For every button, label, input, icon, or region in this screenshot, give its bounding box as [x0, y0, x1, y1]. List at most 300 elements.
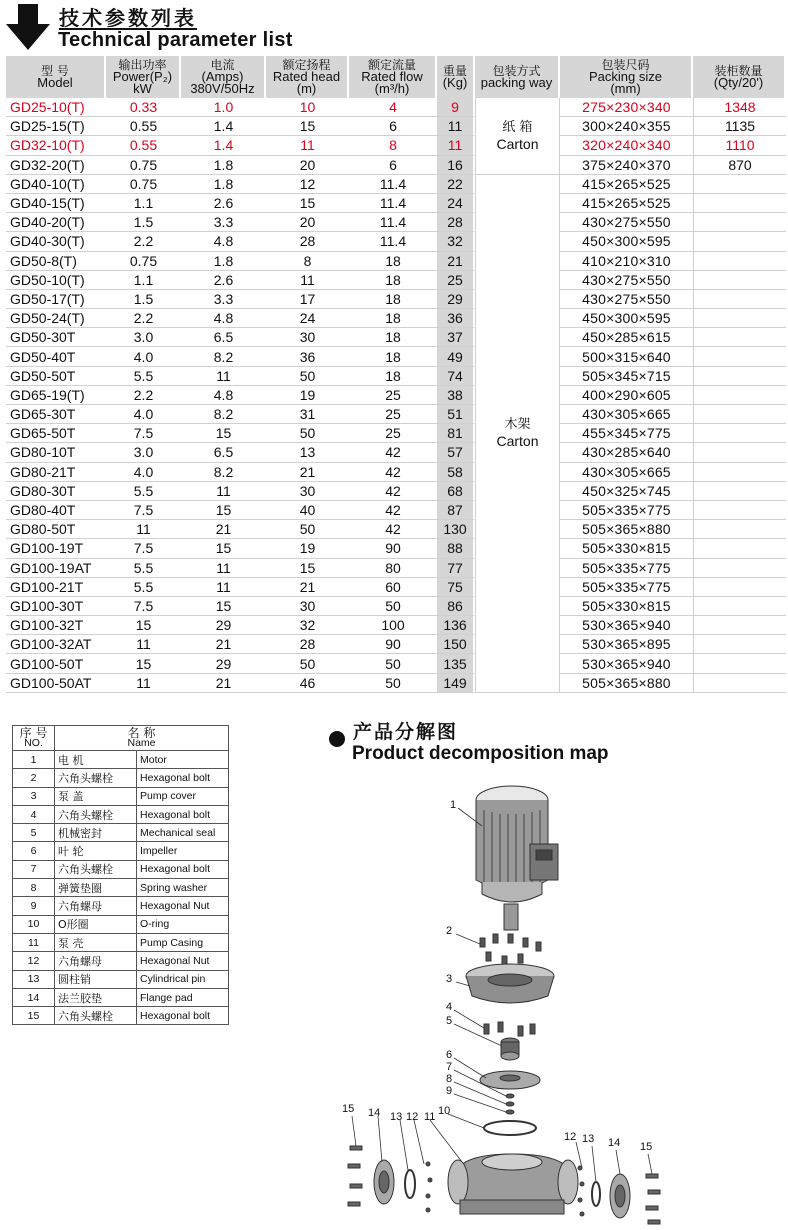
callout-7: 7 [446, 1061, 453, 1073]
flow-cell: 18 [349, 271, 437, 290]
current-cell: 1.8 [181, 175, 266, 194]
flow-cell: 25 [349, 386, 437, 405]
packing-way-cell [475, 175, 560, 693]
container-qty-cell [693, 328, 786, 347]
packing-size-cell: 530×365×940 [560, 654, 693, 673]
container-qty-cell: 870 [693, 156, 786, 175]
part-name-en: Pump cover [137, 787, 229, 805]
head-cell: 10 [266, 98, 349, 117]
flow-cell: 18 [349, 309, 437, 328]
flow-cell: 42 [349, 463, 437, 482]
container-qty-cell [693, 175, 786, 194]
container-qty-cell [693, 232, 786, 251]
parts-header-row [13, 726, 229, 751]
part-name-cn: 泵 盖 [55, 787, 137, 805]
table-header-row [6, 56, 786, 98]
table-row [6, 635, 786, 654]
packing-size-cell: 275×230×340 [560, 98, 693, 117]
power-cell: 1.1 [106, 271, 181, 290]
head-cell: 8 [266, 252, 349, 271]
current-cell: 4.8 [181, 386, 266, 405]
part-name-en: Cylindrical pin [137, 970, 229, 988]
part-name-en: Hexagonal bolt [137, 769, 229, 787]
part-name-en: Hexagonal Nut [137, 897, 229, 915]
head-cell: 11 [266, 271, 349, 290]
flow-cell: 6 [349, 117, 437, 136]
bolts-4-drawing [484, 1022, 535, 1036]
model-cell: GD50-24(T) [6, 309, 106, 328]
model-cell: GD40-15(T) [6, 194, 106, 213]
part-no: 4 [13, 805, 55, 823]
power-cell: 7.5 [106, 597, 181, 616]
callout-8: 8 [446, 1073, 453, 1085]
hexagonal-bolts-drawing [480, 934, 541, 965]
page-title-en: Technical parameter list [58, 29, 293, 51]
weight-cell: 25 [437, 271, 475, 290]
flow-cell: 11.4 [349, 194, 437, 213]
head-cell: 20 [266, 213, 349, 232]
head-cell: 11 [266, 136, 349, 155]
head-cell: 30 [266, 597, 349, 616]
container-qty-cell [693, 597, 786, 616]
power-cell: 4.0 [106, 347, 181, 366]
part-name-cn: 六角螺母 [55, 952, 137, 970]
header-power: 输出功率 Power(P₂) kW [106, 56, 181, 98]
packing-size-cell: 430×275×550 [560, 290, 693, 309]
power-cell: 5.5 [106, 482, 181, 501]
model-cell: GD80-10T [6, 443, 106, 462]
model-cell: GD65-50T [6, 424, 106, 443]
flow-cell: 25 [349, 405, 437, 424]
current-cell: 8.2 [181, 463, 266, 482]
current-cell: 11 [181, 559, 266, 578]
model-cell: GD100-30T [6, 597, 106, 616]
model-cell: GD40-10(T) [6, 175, 106, 194]
packing-way-cn: 木架 [504, 417, 531, 433]
part-name-en: Mechanical seal [137, 824, 229, 842]
model-cell: GD65-19(T) [6, 386, 106, 405]
table-row [6, 98, 786, 117]
table-row [6, 117, 786, 136]
current-cell: 2.6 [181, 271, 266, 290]
table-row [6, 367, 786, 386]
power-cell: 0.55 [106, 136, 181, 155]
container-qty-cell [693, 290, 786, 309]
current-cell: 1.4 [181, 136, 266, 155]
model-cell: GD100-21T [6, 578, 106, 597]
callout-15-right: 15 [640, 1141, 653, 1153]
current-cell: 11 [181, 578, 266, 597]
weight-cell: 86 [437, 597, 475, 616]
current-cell: 21 [181, 635, 266, 654]
current-cell: 21 [181, 674, 266, 693]
model-cell: GD25-10(T) [6, 98, 106, 117]
callout-5: 5 [446, 1015, 453, 1027]
callout-12-right: 12 [564, 1131, 577, 1143]
callout-2: 2 [446, 925, 453, 937]
weight-cell: 37 [437, 328, 475, 347]
table-row [6, 482, 786, 501]
head-cell: 15 [266, 117, 349, 136]
part-name-en: Motor [137, 751, 229, 769]
container-qty-cell [693, 271, 786, 290]
container-qty-cell [693, 559, 786, 578]
packing-size-cell: 415×265×525 [560, 194, 693, 213]
container-qty-cell [693, 386, 786, 405]
table-row [6, 654, 786, 673]
current-cell: 21 [181, 520, 266, 539]
weight-cell: 149 [437, 674, 475, 693]
flow-cell: 90 [349, 635, 437, 654]
head-cell: 50 [266, 367, 349, 386]
model-cell: GD100-50T [6, 654, 106, 673]
model-cell: GD65-30T [6, 405, 106, 424]
parts-row [13, 769, 229, 787]
model-cell: GD40-20(T) [6, 213, 106, 232]
power-cell: 2.2 [106, 232, 181, 251]
part-no: 6 [13, 842, 55, 860]
parts-row [13, 860, 229, 878]
weight-cell: 32 [437, 232, 475, 251]
model-cell: GD100-19AT [6, 559, 106, 578]
power-cell: 15 [106, 616, 181, 635]
packing-size-cell: 300×240×355 [560, 117, 693, 136]
part-name-cn: 六角头螺栓 [55, 1007, 137, 1025]
packing-size-cell: 415×265×525 [560, 175, 693, 194]
flow-cell: 18 [349, 328, 437, 347]
packing-size-cell: 430×305×665 [560, 405, 693, 424]
packing-size-cell: 505×345×715 [560, 367, 693, 386]
head-cell: 28 [266, 635, 349, 654]
packing-size-cell: 450×300×595 [560, 309, 693, 328]
container-qty-cell [693, 635, 786, 654]
part-name-cn: 六角螺母 [55, 897, 137, 915]
model-cell: GD100-32T [6, 616, 106, 635]
flow-cell: 8 [349, 136, 437, 155]
flow-cell: 25 [349, 424, 437, 443]
callout-14-right: 14 [608, 1137, 621, 1149]
head-cell: 50 [266, 520, 349, 539]
flow-cell: 18 [349, 252, 437, 271]
packing-size-cell: 410×210×310 [560, 252, 693, 271]
model-cell: GD50-17(T) [6, 290, 106, 309]
technical-parameter-table [6, 56, 786, 693]
head-cell: 46 [266, 674, 349, 693]
head-cell: 24 [266, 309, 349, 328]
part-no: 10 [13, 915, 55, 933]
packing-size-cell: 505×330×815 [560, 597, 693, 616]
model-cell: GD50-30T [6, 328, 106, 347]
part-no: 2 [13, 769, 55, 787]
weight-cell: 22 [437, 175, 475, 194]
part-name-cn: 法兰胶垫 [55, 988, 137, 1006]
parts-row [13, 751, 229, 769]
parts-row [13, 952, 229, 970]
table-row [6, 309, 786, 328]
flow-cell: 11.4 [349, 213, 437, 232]
power-cell: 5.5 [106, 578, 181, 597]
flow-cell: 11.4 [349, 232, 437, 251]
weight-cell: 11 [437, 117, 475, 136]
model-cell: GD50-10(T) [6, 271, 106, 290]
callout-9: 9 [446, 1085, 453, 1097]
flow-cell: 80 [349, 559, 437, 578]
current-cell: 15 [181, 597, 266, 616]
current-cell: 2.6 [181, 194, 266, 213]
callout-3: 3 [446, 973, 453, 985]
part-name-cn: 叶 轮 [55, 842, 137, 860]
container-qty-cell [693, 674, 786, 693]
packing-size-cell: 400×290×605 [560, 386, 693, 405]
packing-size-cell: 530×365×940 [560, 616, 693, 635]
table-row [6, 463, 786, 482]
power-cell: 0.75 [106, 252, 181, 271]
current-cell: 8.2 [181, 347, 266, 366]
weight-cell: 24 [437, 194, 475, 213]
power-cell: 11 [106, 520, 181, 539]
part-no: 1 [13, 751, 55, 769]
current-cell: 8.2 [181, 405, 266, 424]
part-name-en: Pump Casing [137, 933, 229, 951]
callout-14-left: 14 [368, 1107, 381, 1119]
model-cell: GD80-40T [6, 501, 106, 520]
head-cell: 36 [266, 347, 349, 366]
table-row [6, 175, 786, 194]
packing-size-cell: 505×335×775 [560, 578, 693, 597]
current-cell: 11 [181, 367, 266, 386]
model-cell: GD50-8(T) [6, 252, 106, 271]
table-row [6, 405, 786, 424]
callout-15-left: 15 [342, 1103, 355, 1115]
packing-way-en: Carton [496, 433, 539, 450]
flow-cell: 42 [349, 482, 437, 501]
weight-cell: 49 [437, 347, 475, 366]
table-row [6, 156, 786, 175]
model-cell: GD80-50T [6, 520, 106, 539]
current-cell: 15 [181, 539, 266, 558]
header-flow: 额定流量 Rated flow (m³/h) [349, 56, 437, 98]
callout-4: 4 [446, 1001, 453, 1013]
model-cell: GD50-40T [6, 347, 106, 366]
part-name-en: Hexagonal bolt [137, 1007, 229, 1025]
packing-size-cell: 320×240×340 [560, 136, 693, 155]
model-cell: GD100-19T [6, 539, 106, 558]
container-qty-cell [693, 482, 786, 501]
header-packing-size: 包装尺码 Packing size (mm) [560, 56, 693, 98]
packing-size-cell: 505×335×775 [560, 559, 693, 578]
pump-casing-drawing [448, 1154, 578, 1214]
packing-size-cell: 450×285×615 [560, 328, 693, 347]
part-name-cn: O形圈 [55, 915, 137, 933]
power-cell: 2.2 [106, 309, 181, 328]
container-qty-cell [693, 367, 786, 386]
parts-row [13, 933, 229, 951]
weight-cell: 11 [437, 136, 475, 155]
container-qty-cell: 1110 [693, 136, 786, 155]
part-no: 14 [13, 988, 55, 1006]
weight-cell: 21 [437, 252, 475, 271]
flow-cell: 60 [349, 578, 437, 597]
flow-cell: 50 [349, 654, 437, 673]
power-cell: 11 [106, 674, 181, 693]
packing-size-cell: 455×345×775 [560, 424, 693, 443]
container-qty-cell [693, 309, 786, 328]
packing-size-cell: 505×330×815 [560, 539, 693, 558]
part-name-cn: 电 机 [55, 751, 137, 769]
packing-way-cn: 纸 箱 [502, 119, 533, 135]
part-name-en: Hexagonal Nut [137, 952, 229, 970]
packing-size-cell: 450×300×595 [560, 232, 693, 251]
weight-cell: 87 [437, 501, 475, 520]
right-flange-group [578, 1166, 660, 1224]
current-cell: 29 [181, 654, 266, 673]
weight-cell: 36 [437, 309, 475, 328]
power-cell: 0.75 [106, 156, 181, 175]
parts-row [13, 970, 229, 988]
part-no: 3 [13, 787, 55, 805]
packing-way-cell [475, 98, 560, 175]
parts-row [13, 1007, 229, 1025]
part-no: 7 [13, 860, 55, 878]
head-cell: 50 [266, 424, 349, 443]
head-cell: 32 [266, 616, 349, 635]
current-cell: 3.3 [181, 213, 266, 232]
power-cell: 4.0 [106, 463, 181, 482]
page-title-cn: 技术参数列表 [59, 6, 197, 30]
container-qty-cell [693, 194, 786, 213]
packing-size-cell: 505×335×775 [560, 501, 693, 520]
head-cell: 15 [266, 559, 349, 578]
part-no: 11 [13, 933, 55, 951]
part-name-cn: 六角头螺栓 [55, 769, 137, 787]
power-cell: 7.5 [106, 424, 181, 443]
parts-list-table [12, 725, 229, 1025]
power-cell: 0.33 [106, 98, 181, 117]
packing-size-cell: 505×365×880 [560, 674, 693, 693]
table-row [6, 578, 786, 597]
current-cell: 1.4 [181, 117, 266, 136]
part-name-cn: 六角头螺栓 [55, 805, 137, 823]
current-cell: 15 [181, 501, 266, 520]
container-qty-cell [693, 443, 786, 462]
model-cell: GD80-30T [6, 482, 106, 501]
part-no: 9 [13, 897, 55, 915]
packing-way-en: Carton [496, 135, 539, 152]
power-cell: 0.75 [106, 175, 181, 194]
parts-row [13, 787, 229, 805]
power-cell: 7.5 [106, 539, 181, 558]
container-qty-cell [693, 347, 786, 366]
callout-1: 1 [450, 799, 457, 811]
header-current: 电流 (Amps) 380V/50Hz [181, 56, 266, 98]
callout-13-right: 13 [582, 1133, 595, 1145]
flow-cell: 100 [349, 616, 437, 635]
flow-cell: 11.4 [349, 175, 437, 194]
model-cell: GD100-50AT [6, 674, 106, 693]
flow-cell: 4 [349, 98, 437, 117]
part-name-en: Flange pad [137, 988, 229, 1006]
callout-10: 10 [438, 1105, 451, 1117]
current-cell: 1.0 [181, 98, 266, 117]
current-cell: 1.8 [181, 156, 266, 175]
flow-cell: 50 [349, 674, 437, 693]
parts-row [13, 897, 229, 915]
table-row [6, 271, 786, 290]
part-name-cn: 六角头螺栓 [55, 860, 137, 878]
part-name-cn: 弹簧垫圈 [55, 879, 137, 897]
packing-size-cell: 530×365×895 [560, 635, 693, 654]
current-cell: 4.8 [181, 309, 266, 328]
header-container-qty: 装柜数量 (Qty/20') [693, 56, 786, 98]
parts-row [13, 842, 229, 860]
motor-drawing [476, 786, 558, 930]
head-cell: 28 [266, 232, 349, 251]
weight-cell: 88 [437, 539, 475, 558]
pump-cover-drawing [466, 964, 554, 1003]
part-no: 12 [13, 952, 55, 970]
packing-size-cell: 505×365×880 [560, 520, 693, 539]
part-name-en: Hexagonal bolt [137, 860, 229, 878]
decomposition-title-cn: 产品分解图 [353, 721, 459, 743]
parts-row [13, 805, 229, 823]
table-row [6, 443, 786, 462]
container-qty-cell [693, 654, 786, 673]
part-name-en: Spring washer [137, 879, 229, 897]
model-cell: GD50-50T [6, 367, 106, 386]
head-cell: 20 [266, 156, 349, 175]
packing-size-cell: 375×240×370 [560, 156, 693, 175]
weight-cell: 28 [437, 213, 475, 232]
current-cell: 4.8 [181, 232, 266, 251]
packing-size-cell: 430×275×550 [560, 213, 693, 232]
header-packing-way: 包装方式 packing way [475, 56, 560, 98]
power-cell: 3.0 [106, 443, 181, 462]
container-qty-cell [693, 616, 786, 635]
mechanical-seal-drawing [501, 1038, 519, 1060]
flow-cell: 50 [349, 597, 437, 616]
container-qty-cell [693, 252, 786, 271]
o-ring-drawing [484, 1121, 536, 1135]
weight-cell: 51 [437, 405, 475, 424]
power-cell: 15 [106, 654, 181, 673]
model-cell: GD40-30(T) [6, 232, 106, 251]
head-cell: 21 [266, 578, 349, 597]
packing-size-cell: 450×325×745 [560, 482, 693, 501]
weight-cell: 130 [437, 520, 475, 539]
impeller-drawing [480, 1071, 540, 1089]
down-arrow-icon [6, 4, 50, 50]
current-cell: 3.3 [181, 290, 266, 309]
part-no: 5 [13, 824, 55, 842]
part-no: 15 [13, 1007, 55, 1025]
callout-12-left: 12 [406, 1111, 419, 1123]
packing-size-cell: 500×315×640 [560, 347, 693, 366]
flow-cell: 18 [349, 290, 437, 309]
head-cell: 30 [266, 328, 349, 347]
weight-cell: 68 [437, 482, 475, 501]
head-cell: 13 [266, 443, 349, 462]
part-name-cn: 泵 壳 [55, 933, 137, 951]
current-cell: 15 [181, 424, 266, 443]
container-qty-cell [693, 520, 786, 539]
parts-row [13, 915, 229, 933]
part-name-cn: 机械密封 [55, 824, 137, 842]
power-cell: 0.55 [106, 117, 181, 136]
weight-cell: 29 [437, 290, 475, 309]
callout-11: 11 [424, 1111, 436, 1123]
flow-cell: 42 [349, 520, 437, 539]
power-cell: 3.0 [106, 328, 181, 347]
